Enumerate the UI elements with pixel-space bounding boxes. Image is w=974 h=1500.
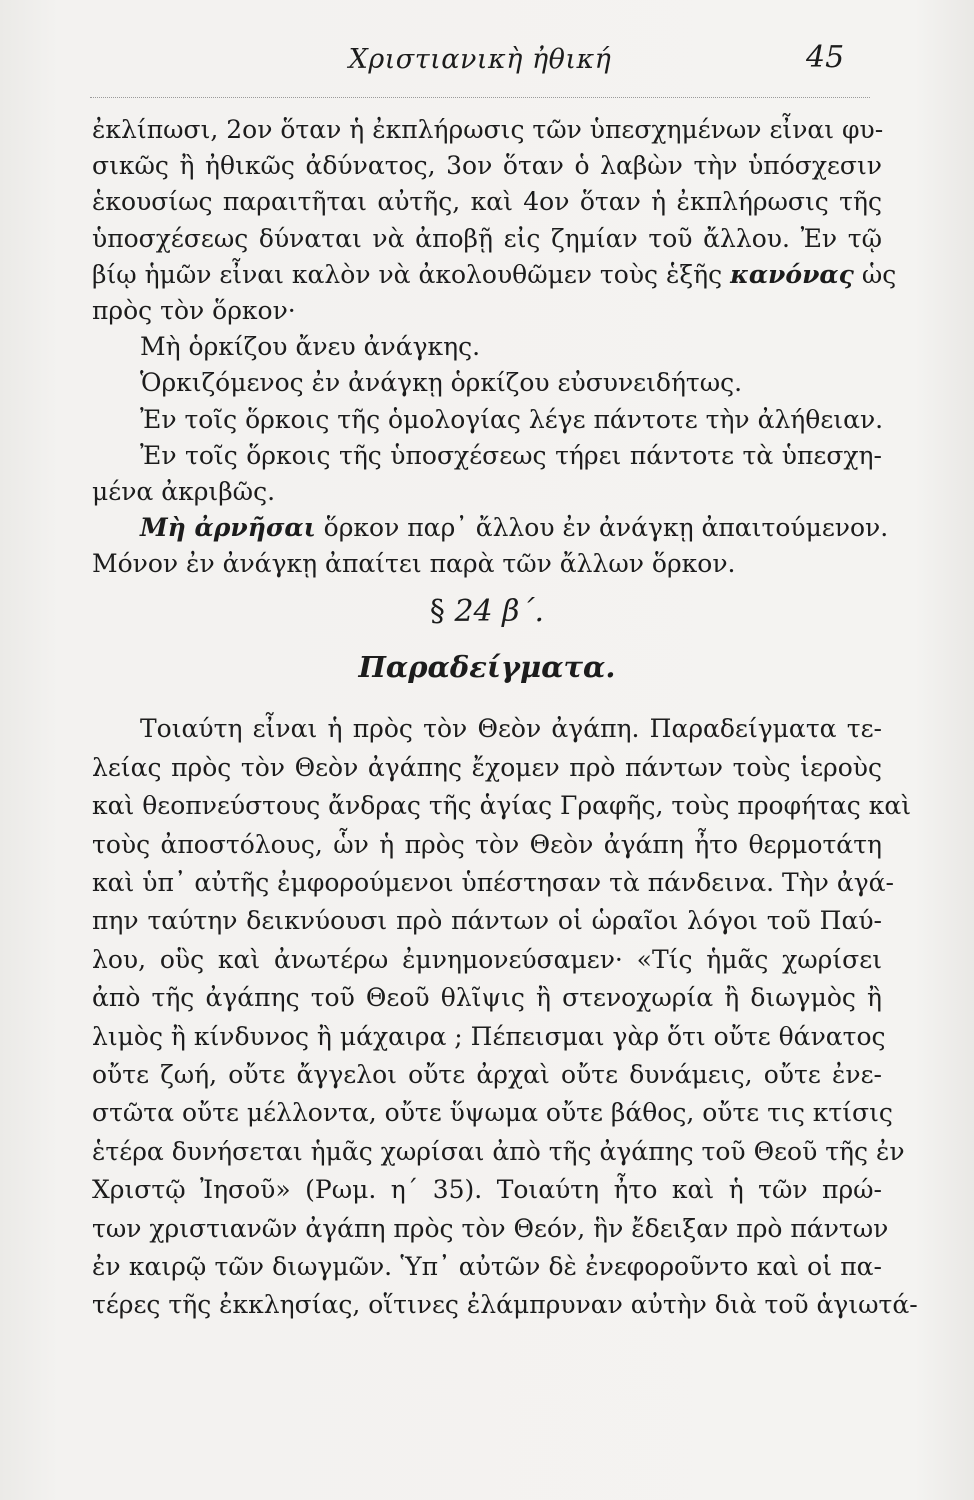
section-number — [92, 594, 882, 629]
text-line: ὑποσχέσεως δύναται νὰ ἀποβῇ εἰς ζημίαν τοῦ ἄλλου. Ἐν τῷ — [92, 223, 882, 253]
text-line: στῶτα οὔτε μέλλοντα, οὔτε ὕψωμα οὔτε βάθος, οὔτε τις κτίσις — [92, 1098, 893, 1128]
text-line: λου, οὓς καὶ ἀνωτέρω ἐμνημονεύσαμεν· «Τίς ἡμᾶς χωρίσει — [92, 944, 882, 974]
oath-rules — [92, 329, 889, 582]
rule-line: μένα ἀκριβῶς. — [92, 476, 276, 506]
text-line: πρὸς τὸν ὅρκον· — [92, 295, 296, 325]
header-rule — [90, 97, 870, 98]
rule-line: Μόνον ἐν ἀνάγκῃ ἀπαίτει παρὰ τῶν ἄλλων ὅρκον. — [92, 549, 736, 579]
text-line: πην ταύτην δεικνύουσι πρὸ πάντων οἱ ὡραῖοι λόγοι τοῦ Παύ- — [92, 906, 882, 936]
rule-word: ὅρκον — [323, 513, 400, 543]
page-header — [0, 36, 974, 88]
page-number: 45 — [806, 40, 845, 75]
section-symbol: § — [429, 594, 445, 630]
text-line: λιμὸς ἢ κίνδυνος ἢ μάχαιρα ; Πέπεισμαι γὰρ ὅτι οὔτε θάνατος — [92, 1021, 886, 1051]
rule-line-emphasis — [92, 510, 889, 546]
text-line: Τοιαύτη εἶναι ἡ πρὸς τὸν Θεὸν ἀγάπη. Παραδείγματα τε- — [140, 714, 882, 744]
rule-line: Ἐν τοῖς ὅρκοις τῆς ὁμολογίας λέγε πάντοτε τὴν ἀλήθειαν. — [140, 404, 884, 434]
text-line: καὶ ὑπ᾽ αὐτῆς ἐμφορούμενοι ὑπέστησαν τὰ πάνδεινα. Τὴν ἀγά- — [92, 868, 894, 897]
section-title: Παραδείγματα. — [358, 650, 616, 685]
rule-bold-prefix: Μὴ ἀρνῆσαι — [140, 513, 316, 543]
text-line: ἐκλίπωσι, 2ον ὅταν ἡ ἐκπλήρωσις τῶν ὑπεσχημένων εἶναι φυ- — [92, 115, 884, 144]
text-line: ἀπὸ τῆς ἀγάπης τοῦ Θεοῦ θλῖψις ἢ στενοχωρία ἢ διωγμὸς ἢ — [92, 983, 882, 1013]
text-line: ἑτέρα δυνήσεται ἡμᾶς χωρίσαι ἀπὸ τῆς ἀγάπης τοῦ Θεοῦ τῆς ἐν — [92, 1136, 905, 1166]
text-line: σικῶς ἢ ἠθικῶς ἀδύνατος, 3ον ὅταν ὁ λαβὼν τὴν ὑπόσχεσιν — [92, 151, 882, 181]
section-heading — [92, 582, 882, 710]
body-text — [92, 112, 918, 1325]
text-line: λείας πρὸς τὸν Θεὸν ἀγάπης ἔχομεν πρὸ πάντων τοὺς ἱεροὺς — [92, 752, 882, 782]
section-number-value: 24 β΄. — [454, 594, 545, 630]
rule-line: Ὁρκιζόμενος ἐν ἀνάγκῃ ὁρκίζου εὐσυνειδήτως. — [140, 368, 743, 398]
text-line-with-emphasis: βίῳ ἡμῶν εἶναι καλὸν νὰ ἀκολουθῶμεν τοὺς ἑξῆς κανόνας ὡς — [92, 259, 897, 289]
rule-remainder: παρ᾽ ἄλλου ἐν ἀνάγκῃ ἀπαιτούμενον. — [407, 513, 889, 543]
text-line: ἐν καιρῷ τῶν διωγμῶν. Ὑπ᾽ αὐτῶν δὲ ἐνεφοροῦντο καὶ οἱ πα- — [92, 1251, 882, 1281]
paragraph-examples — [92, 710, 918, 1324]
text-line: οὔτε ζωή, οὔτε ἄγγελοι οὔτε ἀρχαὶ οὔτε δυνάμεις, οὔτε ἐνε- — [92, 1059, 882, 1089]
text-line: των χριστιανῶν ἀγάπη πρὸς τὸν Θεόν, ἣν ἔδειξαν πρὸ πάντων — [92, 1213, 889, 1243]
text-line: Χριστῷ Ἰησοῦ» (Ρωμ. η΄ 35). Τοιαύτη ἦτο καὶ ἡ τῶν πρώ- — [92, 1175, 882, 1205]
text-line: καὶ θεοπνεύστους ἄνδρας τῆς ἁγίας Γραφῆς, τοὺς προφήτας καὶ — [92, 791, 912, 821]
running-title: Χριστιανικὴ ἠθική — [348, 44, 612, 75]
rule-line: Ἐν τοῖς ὅρκοις τῆς ὑποσχέσεως τήρει πάντοτε τὰ ὑπεσχη- — [140, 440, 882, 470]
text-line: τέρες τῆς ἐκκλησίας, οἵτινες ἐλάμπρυναν αὐτὴν διὰ τοῦ ἁγιωτά- — [92, 1290, 918, 1320]
rule-line: Μὴ ὁρκίζου ἄνευ ἀνάγκης. — [140, 332, 481, 362]
text-line: ἑκουσίως παραιτῆται αὐτῆς, καὶ 4ον ὅταν ἡ ἐκπλήρωσις τῆς — [92, 187, 882, 217]
paragraph-oath-conditions — [92, 112, 897, 329]
text-line: τοὺς ἀποστόλους, ὧν ἡ πρὸς τὸν Θεὸν ἀγάπη ἦτο θερμοτάτη — [92, 829, 882, 859]
